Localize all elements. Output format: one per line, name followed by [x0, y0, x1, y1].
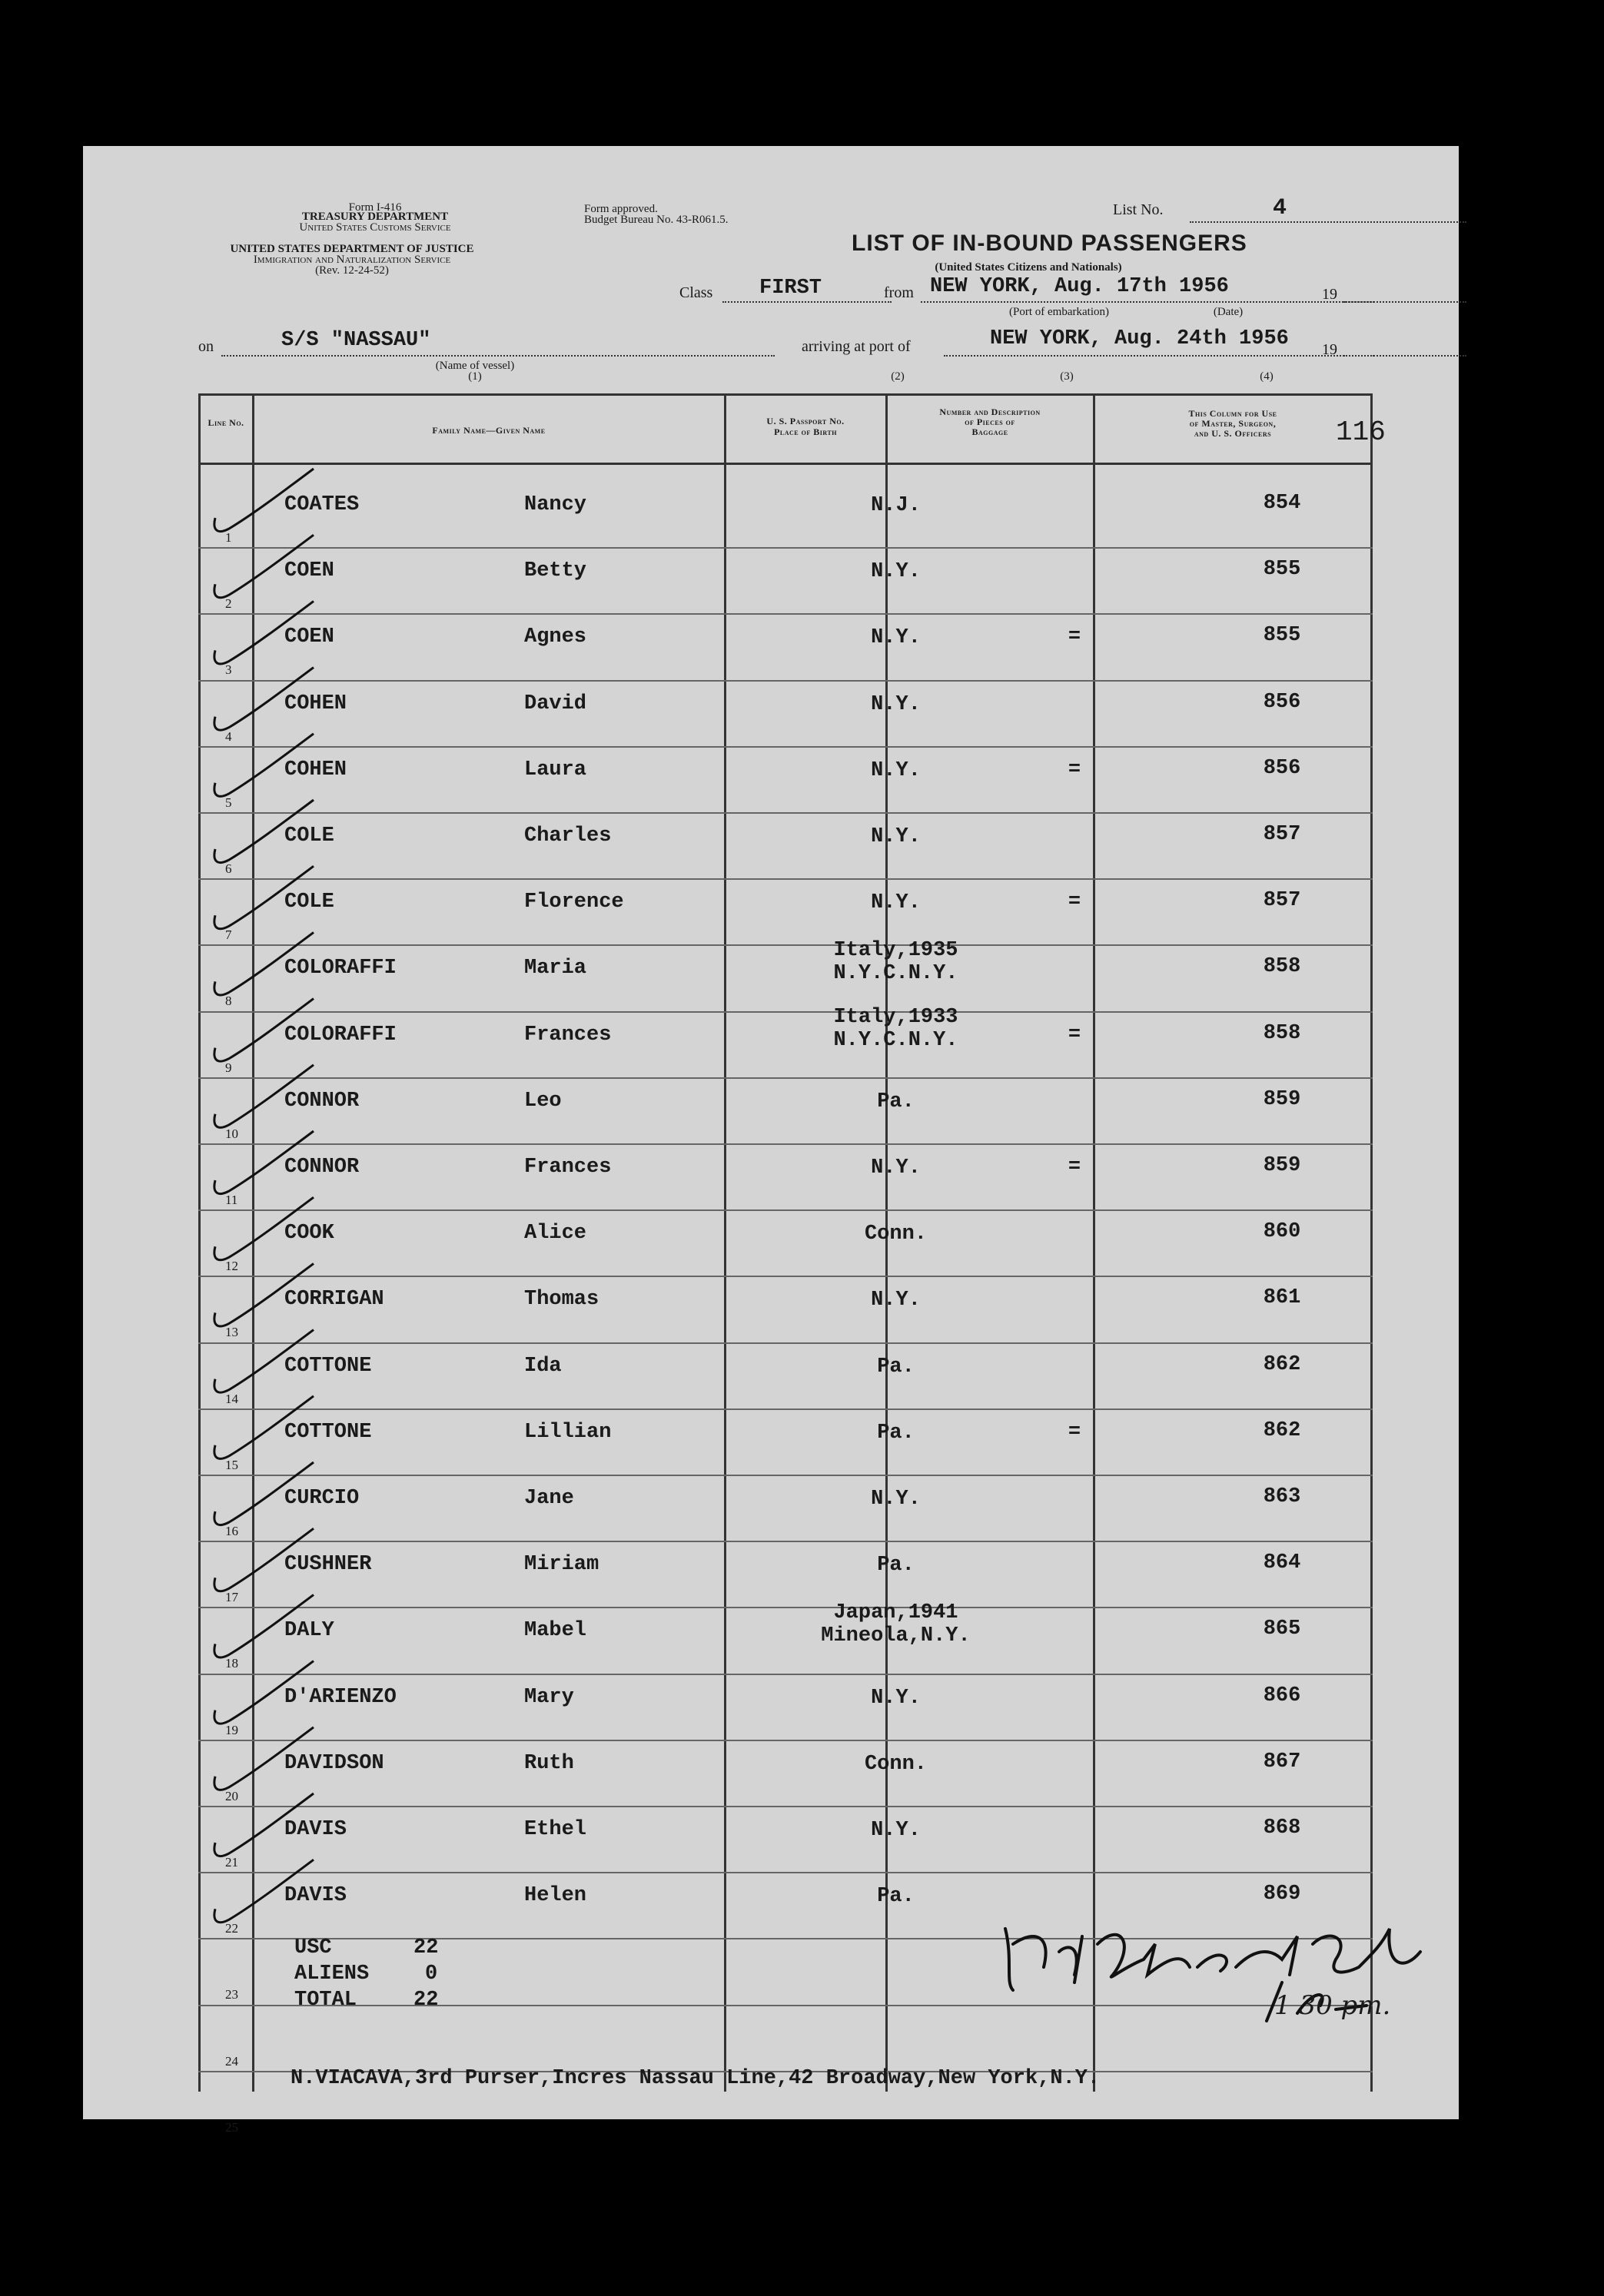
col3-number: (3) — [1060, 370, 1074, 383]
line-number: 9 — [225, 1060, 232, 1075]
baggage-mark: = — [1068, 625, 1081, 649]
col-header-officers-3: and U. S. Officers — [1194, 428, 1272, 439]
vessel-caption-no: (1) — [468, 370, 482, 383]
place-of-birth: N.Y. — [871, 692, 921, 716]
line-number: 7 — [225, 927, 232, 943]
officer-number: 854 — [1263, 492, 1301, 515]
officer-number: 869 — [1263, 1883, 1301, 1906]
check-mark — [214, 1263, 314, 1326]
family-name: COOK — [284, 1222, 334, 1246]
given-name: Nancy — [524, 493, 587, 516]
baggage-mark: = — [1068, 758, 1081, 781]
aliens-label: ALIENS — [294, 1963, 370, 1986]
page-title: LIST OF IN-BOUND PASSENGERS — [852, 231, 1247, 256]
place-of-birth: N.Y. — [871, 891, 921, 915]
check-marks — [83, 146, 1459, 2119]
budget-bureau: Budget Bureau No. 43-R061.5. — [584, 214, 729, 226]
line-number: 1 — [225, 530, 232, 545]
place-of-birth: N.J. — [871, 494, 921, 517]
baggage-mark: = — [1068, 1023, 1081, 1047]
given-name: Florence — [524, 891, 624, 914]
place-of-birth: N.Y. — [871, 825, 921, 848]
form-approved: Form approved. — [584, 203, 658, 215]
check-mark — [214, 1727, 314, 1790]
family-name: COATES — [284, 493, 360, 516]
vessel-name: S/S "NASSAU" — [281, 329, 431, 352]
line-number: 16 — [225, 1524, 238, 1538]
line-number: 14 — [225, 1391, 238, 1406]
officer-number: 858 — [1263, 1021, 1301, 1045]
check-mark — [214, 932, 314, 995]
officer-number: 862 — [1263, 1352, 1301, 1376]
place-of-birth: N.Y. — [871, 626, 921, 650]
line-number: 8 — [225, 994, 232, 1009]
page-subtitle: (United States Citizens and Nationals) — [935, 261, 1122, 274]
given-name: Mabel — [524, 1619, 587, 1643]
check-mark — [214, 601, 314, 664]
line-number: 3 — [225, 662, 232, 678]
class-value: FIRST — [759, 277, 822, 300]
officer-number: 857 — [1263, 823, 1301, 846]
place-of-birth: N.Y. — [871, 1289, 921, 1312]
given-name: Laura — [524, 758, 587, 781]
embarkation-value: NEW YORK, Aug. 17th 1956 — [930, 275, 1229, 298]
family-name: DAVIS — [284, 1818, 347, 1841]
family-name: COLORAFFI — [284, 1023, 397, 1047]
given-name: Miriam — [524, 1553, 599, 1577]
document-sheet — [83, 146, 1459, 2135]
family-name: CUSHNER — [284, 1553, 372, 1577]
check-mark — [214, 1462, 314, 1525]
year-prefix-2: 19 — [1322, 341, 1337, 358]
usc-label: USC — [294, 1936, 332, 1959]
check-mark — [214, 1528, 314, 1591]
officer-number: 855 — [1263, 558, 1301, 582]
col2-number: (2) — [891, 370, 905, 383]
family-name: COLE — [284, 891, 334, 914]
line-number: 15 — [225, 1457, 238, 1472]
family-name: CONNOR — [284, 1089, 360, 1113]
line-number: 23 — [225, 1987, 238, 2002]
given-name: Ruth — [524, 1751, 574, 1775]
aliens-count: 0 — [425, 1963, 438, 1986]
officer-number: 867 — [1263, 1750, 1301, 1773]
family-name: COHEN — [284, 758, 347, 781]
family-name: DAVIDSON — [284, 1751, 384, 1775]
line-number: 18 — [225, 1656, 238, 1671]
line-number: 24 — [225, 2053, 238, 2069]
family-name: COLORAFFI — [284, 957, 397, 980]
on-label: on — [198, 338, 214, 355]
place-of-birth: N.Y. — [871, 1819, 921, 1842]
given-name: Betty — [524, 559, 587, 583]
officer-number: 865 — [1263, 1617, 1301, 1641]
given-name: Charles — [524, 825, 612, 848]
officer-number: 855 — [1263, 624, 1301, 648]
place-of-birth: N.Y. — [871, 1686, 921, 1710]
ins-service: Immigration and Naturalization Service — [253, 254, 451, 266]
line-number: 25 — [225, 2119, 238, 2135]
date-caption: (Date) — [1213, 306, 1244, 318]
justice-dept: UNITED STATES DEPARTMENT OF JUSTICE — [230, 243, 474, 255]
baggage-mark: = — [1068, 1156, 1081, 1179]
place-of-birth: Italy,1933 — [833, 1005, 958, 1029]
col-header-baggage-2: of Pieces of — [965, 416, 1015, 427]
given-name: Frances — [524, 1156, 612, 1179]
revision: (Rev. 12-24-52) — [315, 264, 389, 277]
officer-number: 864 — [1263, 1551, 1301, 1575]
officer-number: 862 — [1263, 1418, 1301, 1442]
given-name: Agnes — [524, 625, 587, 649]
check-mark — [214, 999, 314, 1062]
given-name: Leo — [524, 1089, 562, 1113]
officer-number: 861 — [1263, 1286, 1301, 1310]
family-name: DALY — [284, 1619, 334, 1643]
place-of-birth: Conn. — [864, 1223, 927, 1246]
officer-number: 863 — [1263, 1485, 1301, 1508]
place-of-birth: Pa. — [877, 1090, 915, 1113]
line-number: 19 — [225, 1722, 238, 1737]
family-name: COHEN — [284, 692, 347, 715]
given-name: Alice — [524, 1222, 587, 1246]
given-name: Maria — [524, 957, 587, 980]
given-name: Frances — [524, 1023, 612, 1047]
year-prefix-1: 19 — [1322, 286, 1337, 303]
list-no-value: 4 — [1273, 195, 1287, 221]
check-mark — [214, 469, 314, 532]
check-mark — [214, 1131, 314, 1194]
check-mark — [214, 535, 314, 598]
col-header-name: Family Name—Given Name — [432, 425, 546, 436]
check-mark — [214, 1330, 314, 1393]
check-mark — [214, 1065, 314, 1128]
col4-number: (4) — [1260, 370, 1274, 383]
col-header-line: Line No. — [208, 417, 244, 428]
place-of-birth-line2: Mineola,N.Y. — [821, 1624, 971, 1648]
family-name: CURCIO — [284, 1487, 360, 1510]
given-name: Mary — [524, 1685, 574, 1709]
line-number: 20 — [225, 1788, 238, 1803]
family-name: COEN — [284, 559, 334, 583]
officer-number: 857 — [1263, 889, 1301, 913]
check-mark — [214, 1661, 314, 1724]
line-number: 5 — [225, 795, 232, 810]
col-header-baggage-3: Baggage — [971, 426, 1008, 437]
class-label: Class — [679, 284, 713, 301]
list-no-label: List No. — [1113, 201, 1164, 218]
family-name: COLE — [284, 825, 334, 848]
place-of-birth-line2: N.Y.C.N.Y. — [833, 1028, 958, 1052]
line-number: 11 — [225, 1193, 238, 1207]
place-of-birth: N.Y. — [871, 560, 921, 584]
family-name: COTTONE — [284, 1420, 372, 1444]
check-mark — [214, 1793, 314, 1856]
line-number: 17 — [225, 1590, 238, 1605]
family-name: DAVIS — [284, 1884, 347, 1908]
vessel-caption: (Name of vessel) — [435, 360, 515, 372]
check-mark — [214, 866, 314, 929]
place-of-birth: Pa. — [877, 1421, 915, 1445]
given-name: Thomas — [524, 1288, 599, 1312]
treasury-dept: TREASURY DEPARTMENT — [301, 211, 449, 223]
arriving-label: arriving at port of — [802, 338, 911, 355]
form-number: Form I-416 — [348, 201, 402, 214]
family-name: CONNOR — [284, 1156, 360, 1179]
usc-count: 22 — [413, 1936, 439, 1959]
officer-number: 868 — [1263, 1817, 1301, 1840]
line-number: 21 — [225, 1855, 238, 1870]
family-name: COTTONE — [284, 1354, 372, 1378]
col-header-officers: This Column for Use — [1188, 408, 1277, 419]
col-header-passport: U. S. Passport No. — [766, 416, 845, 426]
line-number: 4 — [225, 728, 232, 744]
place-of-birth-line2: N.Y.C.N.Y. — [833, 962, 958, 986]
given-name: Helen — [524, 1884, 587, 1908]
baggage-mark: = — [1068, 1420, 1081, 1444]
officer-number: 859 — [1263, 1087, 1301, 1111]
baggage-mark: = — [1068, 891, 1081, 914]
place-of-birth: N.Y. — [871, 1156, 921, 1180]
total-count: 22 — [413, 1989, 439, 2012]
arrival-value: NEW YORK, Aug. 24th 1956 — [990, 327, 1289, 350]
check-mark — [214, 800, 314, 863]
place-of-birth: Pa. — [877, 1554, 915, 1578]
given-name: Ethel — [524, 1818, 587, 1841]
time-note: 1 30 pm. — [1274, 1990, 1391, 2021]
family-name: COEN — [284, 625, 334, 649]
line-number: 10 — [225, 1126, 238, 1141]
check-mark — [214, 1396, 314, 1459]
place-of-birth: Pa. — [877, 1355, 915, 1379]
from-label: from — [884, 284, 914, 301]
customs-service: United States Customs Service — [299, 221, 451, 234]
port-caption: (Port of embarkation) — [1009, 306, 1109, 318]
officer-number: 860 — [1263, 1220, 1301, 1244]
given-name: Lillian — [524, 1420, 612, 1444]
line-number: 22 — [225, 1921, 238, 1936]
place-of-birth: N.Y. — [871, 758, 921, 782]
given-name: Ida — [524, 1354, 562, 1378]
officer-number: 866 — [1263, 1684, 1301, 1707]
family-name: CORRIGAN — [284, 1288, 384, 1312]
officer-number: 856 — [1263, 690, 1301, 714]
line-number: 12 — [225, 1259, 238, 1274]
place-of-birth: Italy,1935 — [833, 939, 958, 963]
given-name: Jane — [524, 1487, 574, 1510]
check-mark — [214, 1594, 314, 1657]
check-mark — [214, 1860, 314, 1923]
given-name: David — [524, 692, 587, 715]
page-number: 116 — [1336, 416, 1386, 448]
line-number: 13 — [225, 1325, 238, 1340]
col-header-baggage: Number and Description — [939, 406, 1041, 417]
line-number: 6 — [225, 861, 232, 876]
col-header-officers-2: of Master, Surgeon, — [1189, 418, 1277, 429]
line-number: 2 — [225, 596, 232, 612]
check-mark — [214, 668, 314, 731]
total-label: TOTAL — [294, 1989, 357, 2012]
place-of-birth: Conn. — [864, 1752, 927, 1776]
officer-number: 858 — [1263, 955, 1301, 979]
check-mark — [214, 734, 314, 797]
check-mark — [214, 1197, 314, 1260]
family-name: D'ARIENZO — [284, 1685, 397, 1709]
col-header-birthplace: Place of Birth — [774, 426, 837, 437]
purser-footer: N.VIACAVA,3rd Purser,Incres Nassau Line,42 Broadway,New York,N.Y. — [291, 2067, 1101, 2090]
officer-number: 856 — [1263, 756, 1301, 780]
place-of-birth: N.Y. — [871, 1488, 921, 1511]
officer-number: 859 — [1263, 1154, 1301, 1177]
place-of-birth: Japan,1941 — [833, 1601, 958, 1625]
place-of-birth: Pa. — [877, 1885, 915, 1909]
